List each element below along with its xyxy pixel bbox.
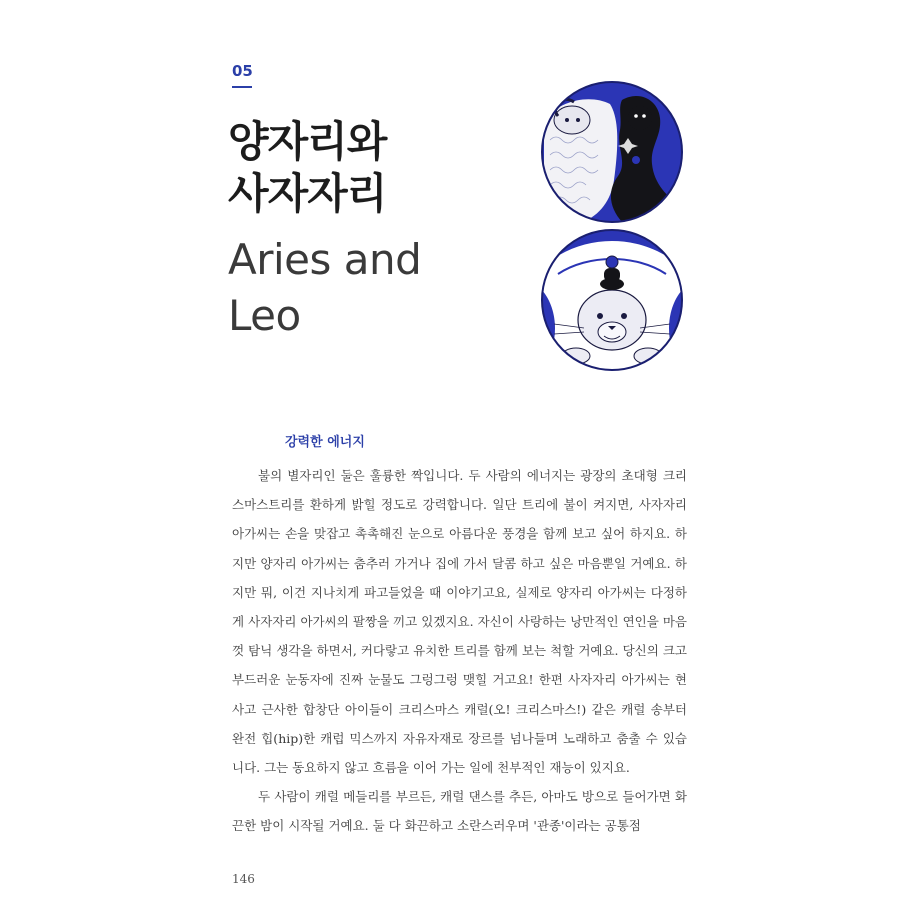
chapter-number: 05 xyxy=(232,62,253,80)
english-title-line-1: Aries and xyxy=(228,235,422,284)
section-heading: 강력한 에너지 xyxy=(285,435,365,450)
korean-title-line-1: 양자리와 xyxy=(228,117,387,166)
english-title-line-2: Leo xyxy=(228,291,301,340)
page-number: 146 xyxy=(232,872,255,886)
body-text xyxy=(232,461,687,841)
korean-title xyxy=(228,116,386,220)
paragraph-2: 두 사람이 캐럴 메들리를 부르든, 캐럴 댄스를 추든, 아마도 방으로 들어가면 화끈한 밤이 시작될 거예요. 둘 다 화끈하고 소란스러우며 '관종'이라는 공통점 xyxy=(232,789,687,834)
chapter-rule xyxy=(232,86,252,88)
leo-illustration xyxy=(540,228,684,372)
aries-illustration xyxy=(540,80,684,224)
english-title xyxy=(228,232,421,344)
korean-title-line-2: 사자자리 xyxy=(228,169,387,218)
paragraph-1: 불의 별자리인 둘은 훌륭한 짝입니다. 두 사람의 에너지는 광장의 초대형 크리스마스트리를 환하게 밝힐 정도로 강력합니다. 일단 트리에 불이 켜지면, 사자자리 아가씨는 손을 맞잡고 촉촉해진 눈으로 아름다운 풍경을 함께 보고 싶어 하지요. 하지만 양자리 아가씨는 춤추러 가거나 집에 가서 달콤 하고 싶은 마음뿐일 거예요. 하지만 뭐, 이건 지나치게 파고들었을 때 이야기고요, 실제로 양자리 아가씨는 다정하게 사자자리 아가씨의 팔짱을 끼고 있겠지요. 자신이 사랑하는 낭만적인 연인을 마음껏 탐닉 생각을 하면서, 커다랗고 유치한 트리를 함께 보는 척할 거예요. 당신의 크고 부드러운 눈동자에 진짜 눈물도 그렁그렁 맺힐 거고요! 한편 사자자리 아가씨는 현사고 근사한 합창단 아이들이 크리스마스 캐럴(오! 크리스마스!) 같은 캐럴 송부터 완전 힙(hip)한 캐럽 믹스까지 자유자재로 장르를 넘나들며 노래하고 춤출 수 있습니다. 그는 동요하지 않고 흐름을 이어 가는 일에 천부적인 재능이 있지요. xyxy=(232,468,687,776)
